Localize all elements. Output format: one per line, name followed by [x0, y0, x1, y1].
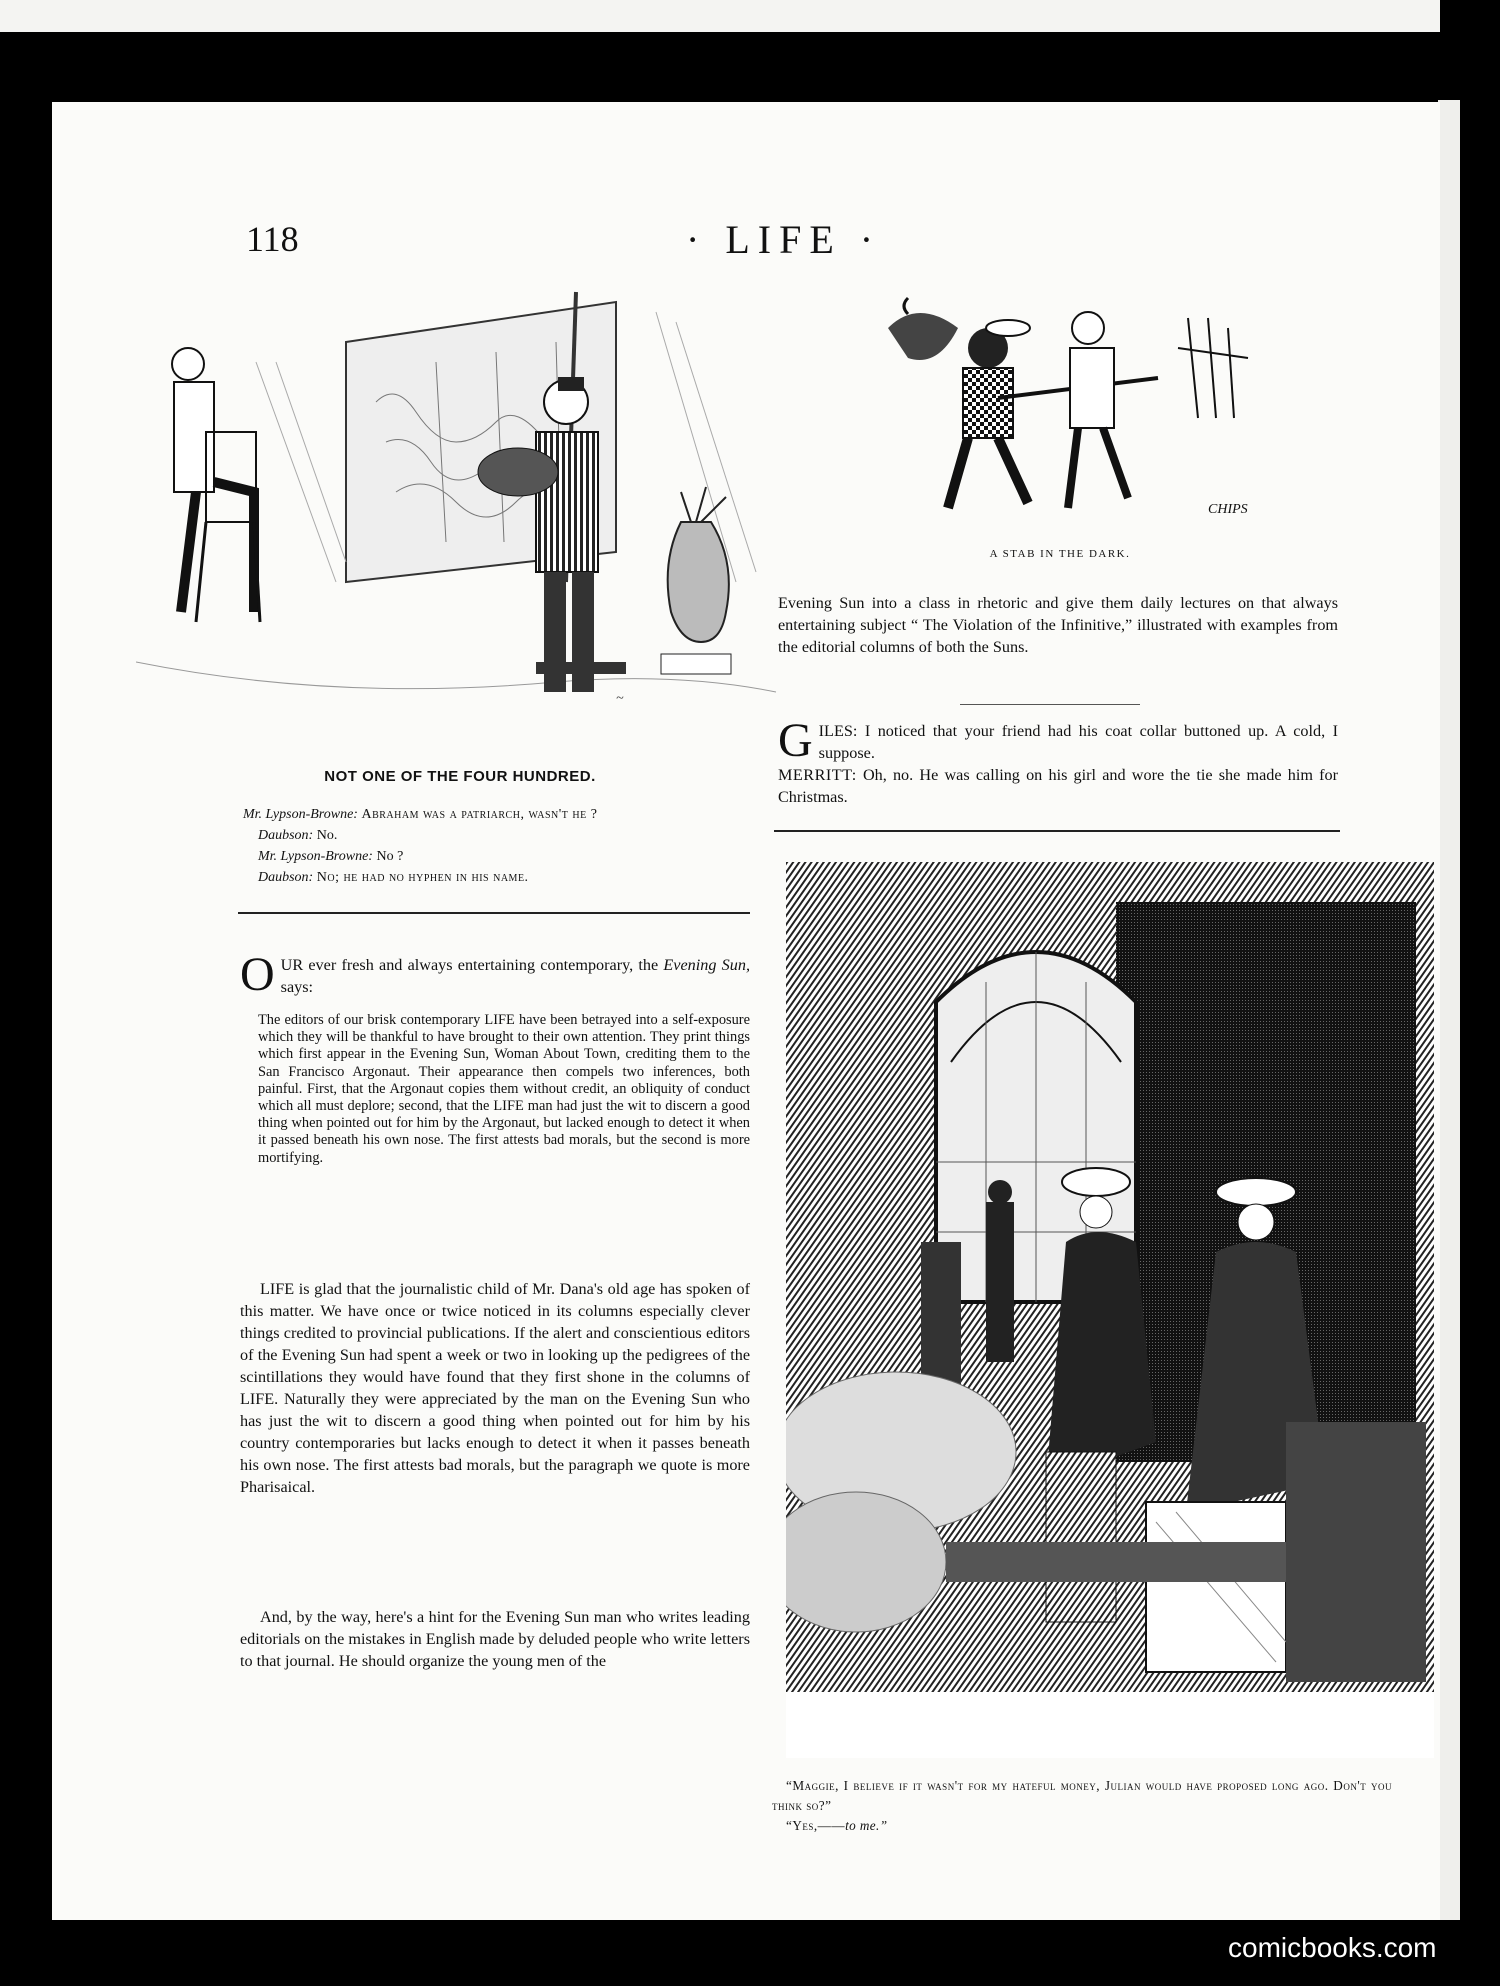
dialogue-line: [243, 804, 748, 825]
artist-signature: CHIPS: [1208, 502, 1248, 517]
caption-text: “Yes,——: [786, 1818, 846, 1833]
svg-text:~: ~: [616, 691, 624, 706]
article-continuation: Evening Sun into a class in rhetoric and give them daily lectures on that always entertaining subject “ The Violation of the Infinitive,” illustrated with examples from the editorial columns of both the Suns.: [778, 594, 1338, 656]
dialogue-line: [258, 825, 748, 846]
caption-emphasis: to me.”: [845, 1818, 888, 1833]
caption-dialogue: [243, 804, 748, 888]
page-edge: [1438, 100, 1460, 1920]
speaker: Daubson:: [258, 870, 314, 885]
illustration-conservatory: [786, 862, 1434, 1758]
line-text: No ?: [376, 849, 404, 864]
illustration-caption: A STAB IN THE DARK.: [989, 548, 1131, 560]
caption-line: [786, 1816, 1392, 1836]
previous-page-strip: [0, 0, 1440, 32]
illustration-artist-studio: [136, 282, 778, 730]
article-intro: [240, 948, 750, 1001]
quoted-passage: The editors of our brisk contemporary LIFE have been betrayed into a self-exposure which they will be thankful to have brought to their own attention. They print things which first appear in the Evening Sun, Woman About Town, crediting them to the San Francisco Argonaut. Their appearance then compels two inferences, both painful. First, that the Argonaut copies them without credit, an obliquity of conduct which all must deplore; second, that the LIFE man had just the wit to discern a good thing when pointed out for him by the Argonaut, but lacked enough to detect it when it passed beneath his own nose. The first attests bad morals, but the second is more mortifying.: [258, 1012, 750, 1166]
joke-block: [778, 714, 1338, 808]
speaker: Mr. Lypson-Browne:: [258, 849, 373, 864]
dialogue-line: [258, 867, 748, 888]
intro-text: UR ever fresh and always entertaining contemporary, the: [280, 956, 664, 974]
drop-cap: G: [778, 714, 813, 767]
line-text: No; he had no hyphen in his name.: [316, 870, 529, 885]
divider-rule: [238, 912, 750, 914]
illustration-stab-in-the-dark: [848, 258, 1268, 538]
intro-end: says:: [280, 978, 314, 996]
drop-cap: O: [240, 948, 275, 1001]
speaker: Mr. Lypson-Browne:: [243, 807, 358, 822]
illustration-caption: [772, 1776, 1392, 1836]
joke-line: ILES: I noticed that your friend had his coat collar buttoned up. A cold, I suppose.: [818, 722, 1338, 762]
divider-rule: [774, 830, 1340, 832]
intro-emphasis: Evening Sun,: [663, 956, 750, 974]
speaker: MERRITT:: [778, 766, 857, 784]
masthead-title: · LIFE ·: [686, 217, 882, 262]
illustration-caption: NOT ONE OF THE FOUR HUNDRED.: [324, 768, 596, 785]
page-number: 118: [246, 219, 299, 259]
line-text: No.: [316, 828, 338, 843]
speaker: Daubson:: [258, 828, 314, 843]
article-paragraph: LIFE is glad that the journalistic child of Mr. Dana's old age has spoken of this matter. We have once or twice noticed in its columns especially clever things credited to provincial publications. If the alert and conscientious editors of the Evening Sun had spent a week or two in looking up the pedigrees of the scintillations they would have found that they first shone in the columns of LIFE. Naturally they were appreciated by the man on the Evening Sun who has just the wit to discern a good thing when pointed out for him by his country contemporaries but lacks enough to detect it when it passes beneath his own nose. The first attests bad morals, but the paragraph we quote is more Pharisaical.: [240, 1280, 750, 1496]
caption-line: “Maggie, I believe if it wasn't for my hateful money, Julian would have proposed long ago. Don't you think so?”: [772, 1778, 1392, 1813]
article-paragraph: And, by the way, here's a hint for the Evening Sun man who writes leading editorials on the mistakes in English made by deluded people who write letters to that journal. He should organize the young men of the: [240, 1608, 750, 1670]
line-text: Abraham was a patriarch, wasn't he ?: [361, 807, 598, 822]
divider-rule: [960, 704, 1140, 705]
site-watermark: comicbooks.com: [1228, 1932, 1437, 1963]
dialogue-line: [258, 846, 748, 867]
joke-line: Oh, no. He was calling on his girl and wore the tie she made him for Christmas.: [778, 766, 1338, 806]
